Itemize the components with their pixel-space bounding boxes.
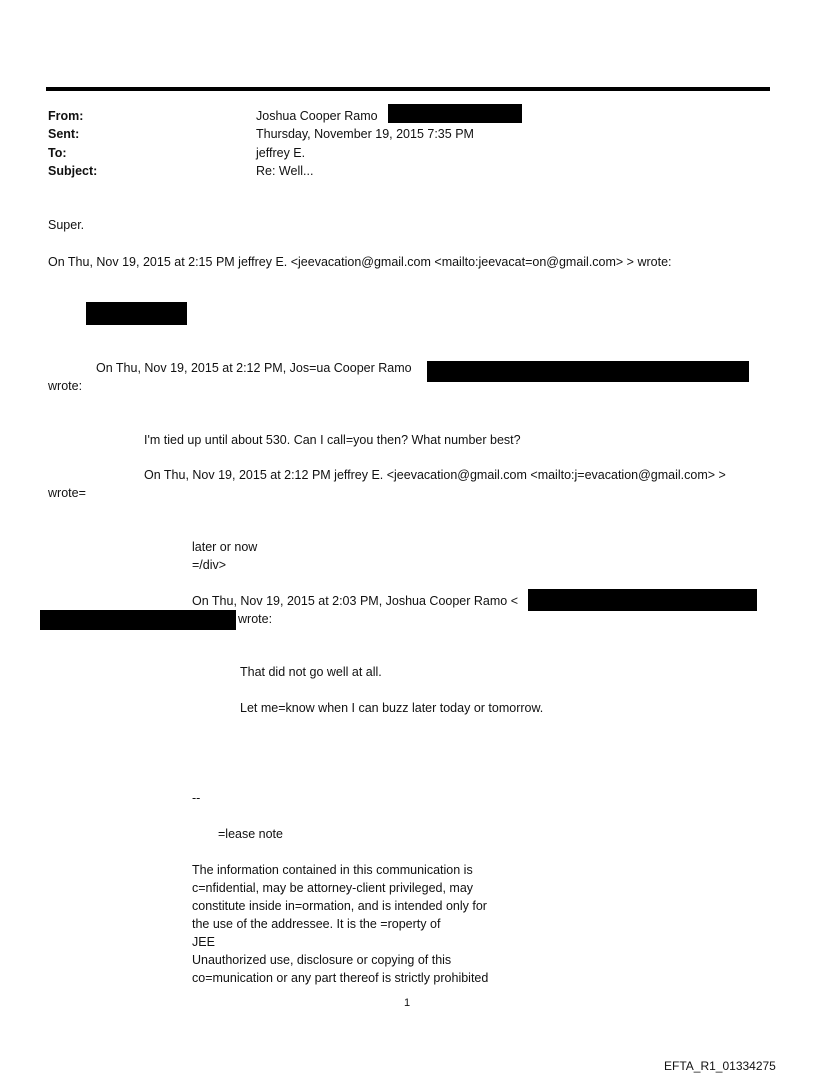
quote3-header-wrote: wrote=: [48, 486, 86, 500]
quote1-header: On Thu, Nov 19, 2015 at 2:15 PM jeffrey E. <jeevacation@gmail.com <mailto:jeevacat=on@gmail.com> > wrote:: [48, 255, 672, 269]
redaction-block-1: [86, 302, 187, 325]
disclaimer-line: The information contained in this communication is: [192, 863, 473, 877]
subject-value: Re: Well...: [256, 164, 314, 178]
disclaimer-line: Unauthorized use, disclosure or copying of this: [192, 953, 452, 967]
redaction-from-email: [388, 104, 522, 123]
from-value: Joshua Cooper Ramo: [256, 109, 378, 123]
quote3-line1: later or now: [192, 540, 258, 554]
quote4-line2: Let me=know when I can buzz later today or tomorrow.: [240, 701, 544, 715]
to-label: To:: [48, 146, 67, 160]
disclaimer-line: the use of the addressee. It is the =roperty of: [192, 917, 441, 931]
disclaimer-line: constitute inside in=ormation, and is intended only for: [192, 899, 487, 913]
subject-label: Subject:: [48, 164, 98, 178]
quote4-header: On Thu, Nov 19, 2015 at 2:03 PM, Joshua Cooper Ramo <: [192, 594, 519, 608]
quote4-header-wrote: wrote:: [238, 612, 273, 626]
signature-note: =lease note: [218, 827, 283, 841]
redaction-quote4-email-b: [40, 610, 236, 630]
quote3-header: On Thu, Nov 19, 2015 at 2:12 PM jeffrey E. <jeevacation@gmail.com <mailto:j=evacation@gmail.com> >: [144, 468, 726, 482]
quote2-header-wrote: wrote:: [48, 379, 83, 393]
sent-value: Thursday, November 19, 2015 7:35 PM: [256, 127, 474, 141]
quote4-line1: That did not go well at all.: [240, 665, 382, 679]
quote2-text: I'm tied up until about 530. Can I call=you then? What number best?: [144, 433, 521, 447]
disclaimer-line: c=nfidential, may be attorney-client privileged, may: [192, 881, 474, 895]
from-label: From:: [48, 109, 84, 123]
reply-text: Super.: [48, 218, 85, 232]
to-value: jeffrey E.: [256, 146, 306, 160]
disclaimer-line: co=munication or any part thereof is strictly prohibited: [192, 971, 489, 985]
header-rule: [46, 87, 770, 91]
disclaimer-line: JEE: [192, 935, 215, 949]
document-id: EFTA_R1_01334275: [664, 1059, 776, 1073]
redaction-quote2-email: [427, 361, 749, 382]
redaction-quote4-email-a: [528, 589, 757, 611]
quote2-header: On Thu, Nov 19, 2015 at 2:12 PM, Jos=ua Cooper Ramo: [96, 361, 412, 375]
quote3-line2: =/div>: [192, 558, 227, 572]
page-number: 1: [404, 997, 411, 1009]
sent-label: Sent:: [48, 127, 80, 141]
signature-dashes: --: [192, 791, 201, 805]
